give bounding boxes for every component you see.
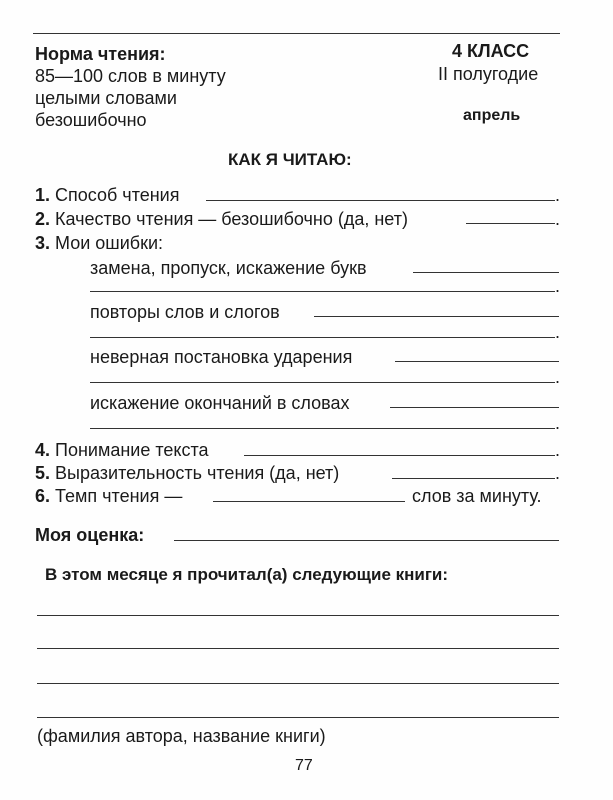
item-5-period: . bbox=[555, 463, 561, 483]
norm-words: целыми словами bbox=[35, 88, 177, 108]
books-line-4[interactable] bbox=[37, 717, 559, 718]
error-endings-line-2[interactable] bbox=[90, 428, 555, 429]
item-5-label: Выразительность чтения (да, нет) bbox=[55, 463, 340, 483]
error-repetitions-period: . bbox=[555, 322, 561, 342]
item-4 bbox=[35, 439, 209, 461]
item-4-answer-line[interactable] bbox=[244, 455, 555, 456]
error-stress-period: . bbox=[555, 367, 561, 387]
error-substitution-line-2[interactable] bbox=[90, 291, 555, 292]
books-line-1[interactable] bbox=[37, 615, 559, 616]
item-3-number: 3. bbox=[35, 233, 51, 253]
month-label: апрель bbox=[463, 107, 521, 124]
half-year-label: II полугодие bbox=[438, 64, 539, 84]
item-3 bbox=[35, 232, 163, 254]
error-stress-line[interactable] bbox=[395, 361, 559, 362]
error-stress: неверная постановка ударения bbox=[90, 347, 353, 367]
error-repetitions-line[interactable] bbox=[314, 316, 559, 317]
item-2-period: . bbox=[555, 209, 561, 229]
item-6-number: 6. bbox=[35, 486, 51, 506]
error-endings: искажение окончаний в словах bbox=[90, 393, 350, 413]
error-repetitions-line-2[interactable] bbox=[90, 337, 555, 338]
item-4-period: . bbox=[555, 440, 561, 460]
books-line-2[interactable] bbox=[37, 648, 559, 649]
grade-answer-line[interactable] bbox=[174, 540, 559, 541]
item-6 bbox=[35, 485, 182, 507]
item-2-answer-line[interactable] bbox=[466, 223, 555, 224]
books-heading: В этом месяце я прочитал(а) следующие книги: bbox=[45, 565, 449, 584]
error-substitution-line[interactable] bbox=[413, 272, 559, 273]
error-stress-line-2[interactable] bbox=[90, 382, 555, 383]
books-caption: (фамилия автора, название книги) bbox=[37, 726, 326, 746]
page-number: 77 bbox=[295, 757, 313, 774]
item-5-answer-line[interactable] bbox=[392, 478, 555, 479]
error-endings-period: . bbox=[555, 413, 561, 433]
item-1-label: Способ чтения bbox=[55, 185, 180, 205]
item-6-label: Темп чтения — bbox=[55, 486, 183, 506]
grade-field-label: Моя оценка: bbox=[35, 525, 145, 545]
item-1-number: 1. bbox=[35, 185, 51, 205]
item-1 bbox=[35, 184, 179, 206]
top-rule bbox=[33, 33, 560, 34]
error-substitution-period: . bbox=[555, 276, 561, 296]
item-1-answer-line[interactable] bbox=[206, 200, 555, 201]
books-line-3[interactable] bbox=[37, 683, 559, 684]
item-2 bbox=[35, 208, 408, 230]
item-3-label: Мои ошибки: bbox=[55, 233, 164, 253]
norm-errorless: безошибочно bbox=[35, 110, 147, 130]
item-4-label: Понимание текста bbox=[55, 440, 209, 460]
error-repetitions: повторы слов и слогов bbox=[90, 302, 280, 322]
item-1-period: . bbox=[555, 185, 561, 205]
error-endings-line[interactable] bbox=[390, 407, 559, 408]
item-6-answer-line[interactable] bbox=[213, 501, 405, 502]
item-5-number: 5. bbox=[35, 463, 51, 483]
item-4-number: 4. bbox=[35, 440, 51, 460]
page-title: КАК Я ЧИТАЮ: bbox=[228, 150, 352, 169]
item-6-suffix: слов за минуту. bbox=[412, 486, 542, 506]
error-substitution: замена, пропуск, искажение букв bbox=[90, 258, 367, 278]
item-2-label: Качество чтения — безошибочно (да, нет) bbox=[55, 209, 408, 229]
item-2-number: 2. bbox=[35, 209, 51, 229]
item-5 bbox=[35, 462, 339, 484]
norm-title: Норма чтения: bbox=[35, 44, 166, 64]
norm-rate: 85—100 слов в минуту bbox=[35, 66, 226, 86]
grade-label: 4 КЛАСС bbox=[452, 41, 530, 61]
